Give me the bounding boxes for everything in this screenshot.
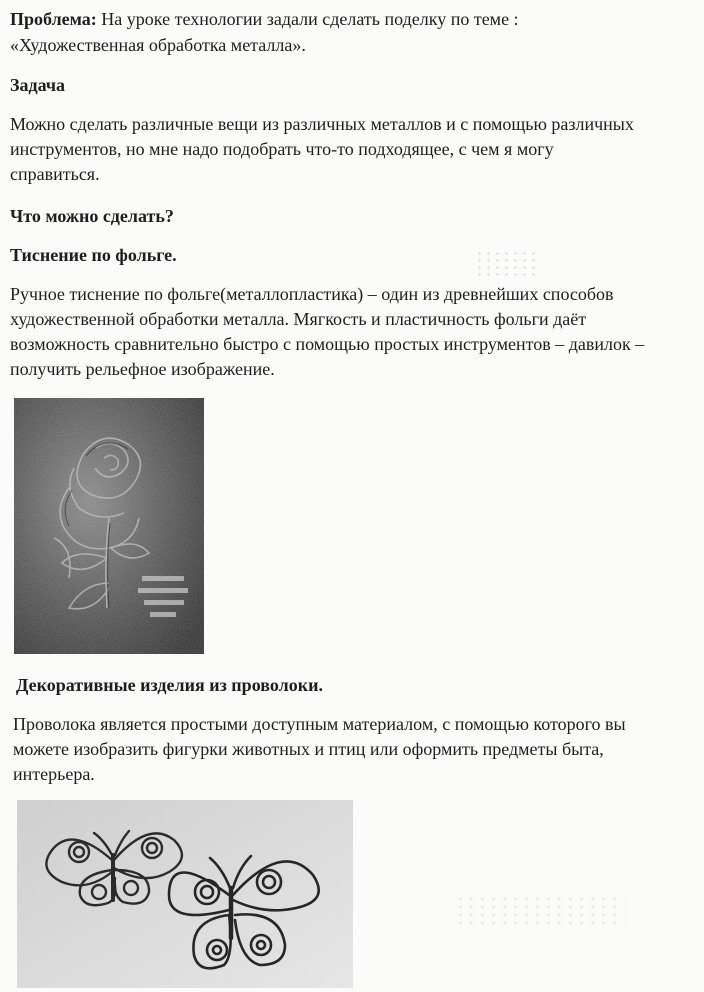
task-line-3: справиться. xyxy=(10,164,100,184)
foil-heading: Тиснение по фольге. xyxy=(10,245,177,265)
wire-butterflies-photo xyxy=(17,800,353,988)
wire-line-3: интерьера. xyxy=(13,764,95,784)
problem-text: На уроке технологии задали сделать поделку по теме : xyxy=(96,9,519,29)
wire-line-1: Проволока является простыми доступным материалом, с помощью которого вы xyxy=(13,714,626,734)
foil-line-4: получить рельефное изображение. xyxy=(10,359,275,379)
scan-speck xyxy=(475,250,535,280)
task-line-1: Можно сделать различные вещи из различных металлов и с помощью различных xyxy=(10,114,634,134)
problem-label: Проблема: xyxy=(10,9,97,29)
wire-line-2: можете изобразить фигурки животных и птиц или оформить предметы быта, xyxy=(13,739,604,759)
what-to-do-heading: Что можно сделать? xyxy=(10,206,174,226)
problem-paragraph xyxy=(10,6,519,32)
task-heading: Задача xyxy=(10,75,66,95)
task-line-2: инструментов, но мне надо подобрать что-то подходящее, с чем я могу xyxy=(10,139,554,159)
foil-embossing-photo xyxy=(14,398,204,654)
scan-speck xyxy=(455,895,625,925)
foil-line-2: художественной обработки металла. Мягкость и пластичность фольги даёт xyxy=(10,309,587,329)
foil-line-3: возможность сравнительно быстро с помощью простых инструментов – давилок – xyxy=(10,334,645,354)
wire-heading: Декоративные изделия из проволоки. xyxy=(16,675,323,695)
foil-line-1: Ручное тиснение по фольге(металлопластика) – один из древнейших способов xyxy=(10,284,614,304)
problem-topic: «Художественная обработка металла». xyxy=(10,35,306,55)
